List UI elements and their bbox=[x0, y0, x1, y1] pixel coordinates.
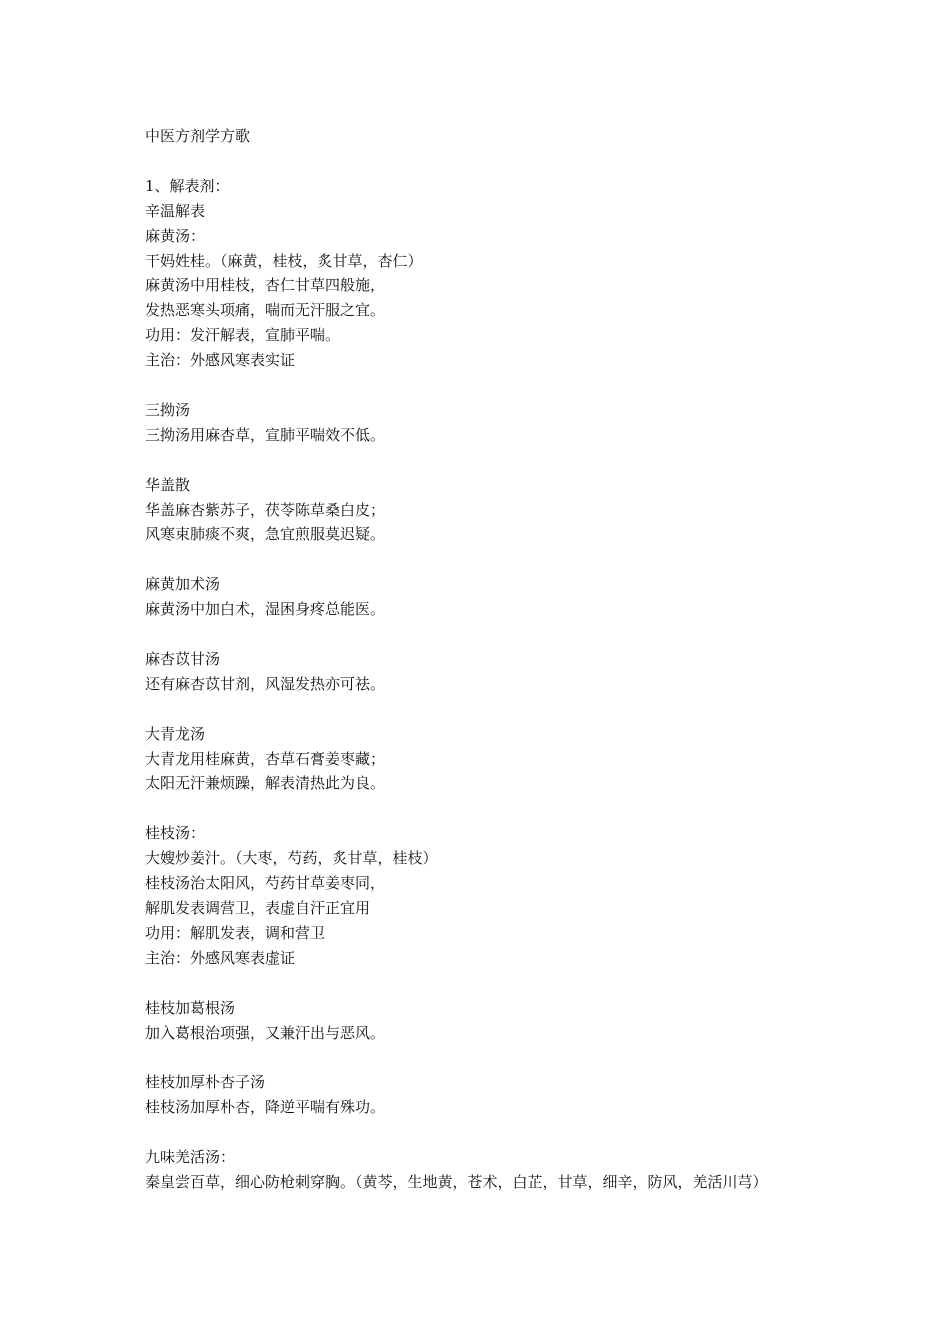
blank-line bbox=[145, 697, 815, 722]
section-heading: 1、解表剂： bbox=[145, 176, 230, 195]
indication-line: 主治：外感风寒表虚证 bbox=[145, 948, 296, 967]
blank-line bbox=[145, 373, 815, 398]
formula-name: 麻杏苡甘汤 bbox=[145, 649, 221, 668]
blank-line bbox=[145, 448, 815, 473]
blank-line bbox=[145, 622, 815, 647]
formula-name: 华盖散 bbox=[145, 475, 191, 494]
blank-line bbox=[145, 971, 815, 996]
verse-line: 华盖麻杏紫苏子，茯苓陈草桑白皮； bbox=[145, 500, 386, 519]
formula-name: 麻黄加术汤 bbox=[145, 575, 221, 594]
formula-name: 桂枝汤： bbox=[145, 824, 206, 843]
formula-name: 大青龙汤 bbox=[145, 724, 206, 743]
blank-line bbox=[145, 149, 815, 174]
subsection-heading: 辛温解表 bbox=[145, 201, 206, 220]
blank-line bbox=[145, 1045, 815, 1070]
verse-line: 太阳无汗兼烦躁，解表清热此为良。 bbox=[145, 774, 386, 793]
verse-line: 发热恶寒头项痛，喘而无汗服之宜。 bbox=[145, 301, 386, 320]
formula-name: 麻黄汤： bbox=[145, 226, 206, 245]
function-line: 功用：发汗解表，宣肺平喘。 bbox=[145, 326, 341, 345]
verse-line: 麻黄汤中用桂枝，杏仁甘草四般施， bbox=[145, 276, 386, 295]
verse-line: 解肌发表调营卫，表虚自汗正宜用 bbox=[145, 898, 371, 917]
formula-name: 三拗汤 bbox=[145, 400, 191, 419]
verse-line: 风寒束肺痰不爽，急宜煎服莫迟疑。 bbox=[145, 525, 386, 544]
verse-line: 加入葛根治项强，又兼汗出与恶风。 bbox=[145, 1023, 386, 1042]
mnemonic-line: 大嫂炒姜汁。（大枣，芍药，炙甘草，桂枝） bbox=[145, 849, 438, 868]
blank-line bbox=[145, 796, 815, 821]
document-page bbox=[145, 124, 815, 1195]
blank-line bbox=[145, 1120, 815, 1145]
indication-line: 主治：外感风寒表实证 bbox=[145, 351, 296, 370]
formula-name: 九味羌活汤： bbox=[145, 1148, 236, 1166]
verse-line: 桂枝汤加厚朴杏，降逆平喘有殊功。 bbox=[145, 1098, 386, 1117]
mnemonic-line: 秦皇尝百草，细心防枪刺穿胸。（黄芩，生地黄，苍术，白芷，甘草，细辛，防风，羌活川芎） bbox=[145, 1172, 768, 1191]
formula-name: 桂枝加厚朴杏子汤 bbox=[145, 1073, 266, 1092]
blank-line bbox=[145, 547, 815, 572]
verse-line: 还有麻杏苡甘剂，风湿发热亦可祛。 bbox=[145, 674, 386, 693]
verse-line: 三拗汤用麻杏草，宣肺平喘效不低。 bbox=[145, 425, 386, 444]
mnemonic-line: 干妈姓桂。（麻黄，桂枝，炙甘草，杏仁） bbox=[145, 251, 423, 270]
document-title: 中医方剂学方歌 bbox=[145, 127, 251, 145]
function-line: 功用：解肌发表，调和营卫 bbox=[145, 923, 326, 942]
verse-line: 桂枝汤治太阳风，芍药甘草姜枣同， bbox=[145, 874, 386, 893]
verse-line: 麻黄汤中加白术，湿困身疼总能医。 bbox=[145, 600, 386, 619]
formula-name: 桂枝加葛根汤 bbox=[145, 998, 236, 1017]
verse-line: 大青龙用桂麻黄，杏草石膏姜枣藏； bbox=[145, 749, 386, 768]
